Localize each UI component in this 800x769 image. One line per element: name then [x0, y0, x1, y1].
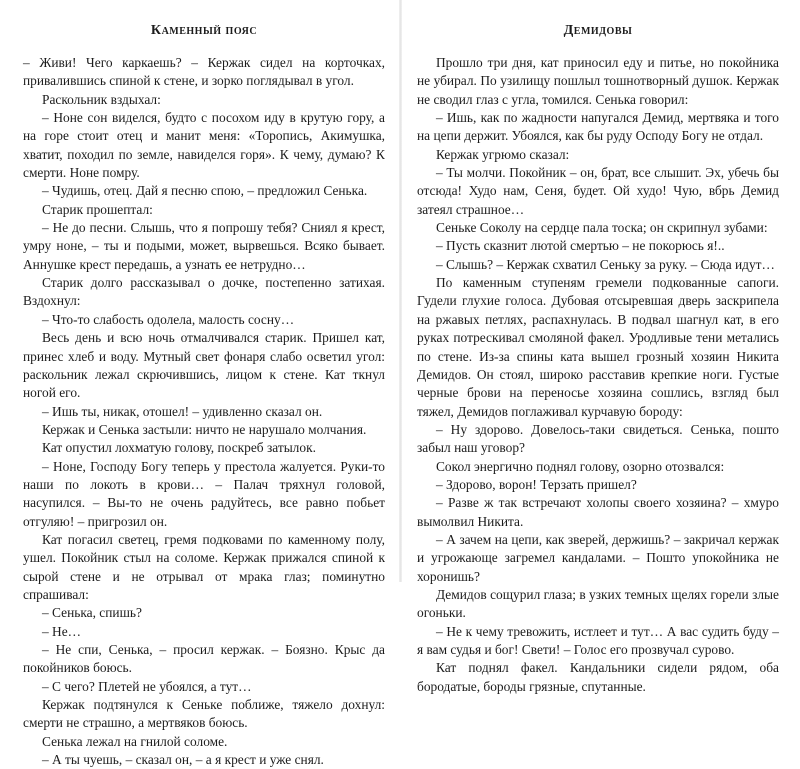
paragraph: Сеньке Соколу на сердце пала тоска; он скрипнул зубами:: [436, 220, 768, 236]
paragraph: Демидов сощурил глаза; в узких темных щелях горели злые огоньки.: [417, 586, 779, 621]
paragraph: – Ишь, как по жадности напугался Демид, мертвяка и того на цепи держит. Убоялся, как бы руду Осподу Богу не отдал.: [417, 110, 779, 144]
paragraph: – Не спи, Сенька, – просил кержак. – Боязно. Крыс да покойников боюсь.: [23, 642, 385, 676]
paragraph: – Разве ж так встречают холопы своего хозяина? – хмуро вымолвил Никита.: [417, 495, 779, 529]
paragraph: – А зачем на цепи, как зверей, держишь? – закричал кержак и угрожающе загремел кандалами. – Пошто упокойника не хоронишь?: [417, 531, 779, 584]
paragraph: По каменным ступеням гремели подкованные сапоги. Гудели глухие голоса. Дубовая отсыревшая дверь заскрипела на ржавых петлях, распахнулась. В подвал шагнул кат, в его руках потрескивал смоляной факел. Уродливые тени метались по стене. Из-за спины ката вышел грозный хозяин Никита Демидов. Он стоял, широко расставив крепкие ноги. Густые черные брови на переносье хозяина сошлись, взгляд был тяжел, Демидов поглаживал курчавую бороду:: [417, 275, 779, 419]
paragraph: Раскольник вздыхал:: [42, 91, 161, 107]
paragraph: Сокол энергично поднял голову, озорно отозвался:: [436, 458, 725, 474]
paragraph: Кержак и Сенька застыли: ничто не нарушало молчания.: [42, 421, 367, 437]
paragraph: Кат погасил светец, гремя подковами по каменному полу, ушел. Покойник стыл на соломе. Кержак прижался спиной к сырой стене и не отрывал от мрака глаз; поминутно спрашивал:: [23, 531, 385, 602]
paragraph: – Что-то слабость одолела, малость сосну…: [42, 311, 295, 327]
paragraph: – С чего? Плетей не убоялся, а тут…: [42, 678, 252, 694]
paragraph: Весь день и всю ночь отмалчивался старик. Пришел кат, принес хлеб и воду. Мутный свет фонаря слабо осветил угол: раскольник лежал скрючившись, лицом к стене. Кат ткнул ногой его.: [23, 330, 385, 401]
paragraph: – Чудишь, отец. Дай я песню спою, – предложил Сенька.: [42, 183, 368, 199]
paragraph: – Ишь ты, никак, отошел! – удивленно сказал он.: [42, 403, 323, 419]
paragraph: – А ты чуешь, – сказал он, – а я крест и уже снял.: [42, 752, 324, 768]
paragraph: Старик долго рассказывал о дочке, постепенно затихая. Вздохнул:: [23, 275, 385, 309]
paragraph: Старик прошептал:: [42, 201, 153, 217]
paragraph: – Сенька, спишь?: [42, 605, 142, 621]
left-running-header: Каменный пояс: [150, 23, 258, 38]
book-gutter: [399, 0, 402, 582]
right-page-text: [417, 54, 779, 696]
paragraph: – Здорово, ворон! Терзать пришел?: [436, 476, 637, 492]
paragraph: Прошло три дня, кат приносил еду и питье, но покойника не убирал. По узилищу пошлыл тошнотворный душок. Кержак не сводил глаз с угла, томился. Сенька говорил:: [417, 55, 779, 107]
paragraph: – Ну здорово. Довелось-таки свидеться. Сенька, пошто забыл наш уговор?: [417, 421, 779, 456]
paragraph: – Не до песни. Слышь, что я попрошу тебя? Сниял я крест, умру ноне, – ты и подыми, может, вырвешься. Всяко бывает. Аннушке крест передашь, а узнать ее нетрудно…: [23, 220, 385, 272]
paragraph: – Слышь? – Кержак схватил Сеньку за руку. – Сюда идут…: [436, 256, 775, 272]
paragraph: Кат опустил лохматую голову, поскреб затылок.: [42, 440, 316, 456]
paragraph: – Ноне, Господу Богу теперь у престола жалуется. Руки-то наши по локоть в крови… – Палач тряхнул головой, насупился. – Вы-то не очень радуйтесь, все равно побьет отгуляю! – пригрозил он.: [23, 458, 385, 529]
paragraph: – Не к чему тревожить, истлеет и тут… А вас судить буду – я вам судья и бог! Свети! – Голос его прозвучал сурово.: [417, 623, 779, 657]
left-page: [23, 0, 385, 768]
paragraph: Сенька лежал на гнилой соломе.: [42, 733, 228, 749]
paragraph: Кат поднял факел. Кандальники сидели рядом, оба бородатые, бороды грязные, спутанные.: [417, 660, 779, 694]
paragraph: – Не…: [42, 623, 82, 639]
paragraph: – Ты молчи. Покойник – он, брат, все слышит. Эх, убечь бы отсюда! Худо нам, Сеня, будет. Ой худо! Чую, вбрь Демид затеял страшное…: [417, 165, 779, 217]
paragraph: – Ноне сон виделся, будто с посохом иду в крутую гору, а на горе стоит отец и манит меня: «Торопись, Акимушка, хватит, походил по земле, навиделся горя». К чему, думаю? К смерти. Ноне помру.: [23, 110, 385, 181]
paragraph: – Живи! Чего каркаешь? – Кержак сидел на корточках, привалившись спиной к стене, и зорко поглядывал в угол.: [23, 55, 385, 89]
paragraph: Кержак подтянулся к Сеньке поближе, тяжело дохнул: смерти не страшно, а мертвяков боюсь.: [23, 697, 385, 731]
right-running-header: Демидовы: [563, 23, 633, 38]
right-page: [417, 0, 779, 694]
paragraph: Кержак угрюмо сказал:: [436, 146, 570, 162]
paragraph: – Пусть сказнит лютой смертью – не покорюсь я!..: [436, 238, 725, 254]
left-page-text: [23, 54, 385, 769]
